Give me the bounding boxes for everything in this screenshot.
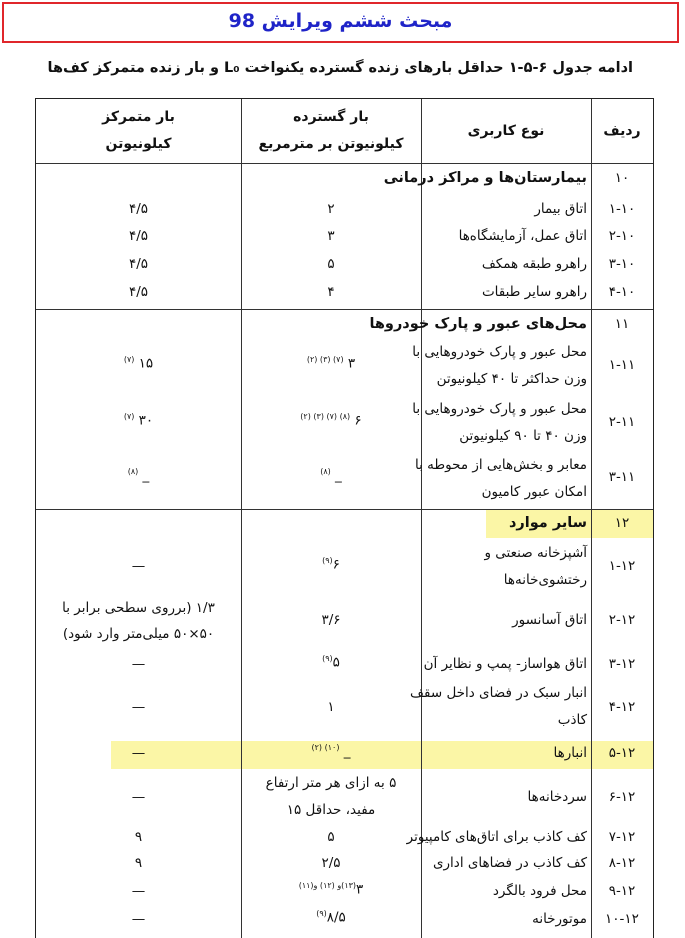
row-radif: ۱۰	[614, 170, 630, 186]
row-radif: ۴-۱۰	[608, 284, 636, 300]
col-header-gostarde-unit: کیلونیوتن بر مترمربع	[258, 136, 404, 152]
row-usage-line1: محل عبور و پارک خودروهایی با	[412, 401, 587, 417]
row-radif: ۷-۱۲	[608, 829, 636, 845]
row-usage: اتاق عمل، آزمایشگاه‌ها	[458, 228, 587, 244]
row-distributed-load-line1: ۵ به ازای هر متر ارتفاع	[265, 775, 397, 791]
row-usage-line2: کاذب	[557, 712, 587, 728]
footnote-ref: (۱۰) (۲)	[311, 743, 340, 752]
row-radif: ۲-۱۰	[608, 228, 636, 244]
col-header-gostarde: بار گسترده	[293, 109, 369, 125]
section-divider	[36, 509, 653, 510]
row-usage: راهرو طبقه همکف	[481, 256, 587, 272]
row-distributed-load: ۲	[327, 201, 335, 217]
row-usage-line1: آشپزخانه صنعتی و	[484, 545, 587, 561]
row-radif: ۱-۱۲	[608, 558, 636, 574]
header-banner	[2, 2, 679, 43]
row-radif: ۱۲	[614, 515, 630, 531]
row-usage-line2: وزن ۴۰ تا ۹۰ کیلونیوتن	[459, 428, 587, 444]
row-radif: ۳-۱۰	[608, 256, 636, 272]
footnote-ref: (۷)	[123, 355, 135, 364]
row-usage-line1: انبار سبک در فضای داخل سقف	[410, 685, 587, 701]
load-table	[35, 98, 654, 938]
header-divider	[36, 163, 653, 164]
row-distributed-load: ۴	[327, 284, 335, 300]
row-usage-line1: محل عبور و پارک خودروهایی با	[412, 344, 587, 360]
row-concentrated-load: —	[131, 911, 146, 927]
footnote-ref: (۸) (۷) (۳) (۲)	[300, 412, 351, 421]
row-concentrated-load: —	[131, 699, 146, 715]
row-concentrated-load: —	[131, 883, 146, 899]
section-title: سایر موارد	[508, 515, 587, 531]
row-usage: راهرو سایر طبقات	[481, 284, 587, 300]
row-radif: ۵-۱۲	[608, 745, 636, 761]
table-caption: ادامه جدول ۶-۵-۱ حداقل بارهای زنده گسترده یکنواخت L₀ و بار زنده متمرکز کف‌ها	[47, 60, 633, 76]
row-radif: ۲-۱۲	[608, 612, 636, 628]
row-radif: ۴-۱۲	[608, 699, 636, 715]
row-distributed-load: ۵	[327, 256, 335, 272]
row-radif: ۱-۱۰	[608, 201, 636, 217]
row-concentrated-load: ۳۰ $^{(۷)}$	[123, 412, 154, 429]
row-usage: محل فرود بالگرد	[492, 883, 587, 899]
row-radif: ۹-۱۲	[608, 883, 636, 899]
row-distributed-load: ۵$^{(۹)}$	[322, 654, 340, 671]
row-radif: ۱۱	[614, 316, 630, 332]
row-distributed-load: ۶ $^{(۸) (۷) (۳) (۲)}$	[300, 412, 362, 429]
row-concentrated-load: ۴/۵	[128, 256, 149, 272]
footnote-ref: (۹)	[316, 909, 327, 918]
row-concentrated-load: _ $^{(۸)}$	[127, 467, 150, 484]
row-usage: اتاق آسانسور	[512, 612, 587, 628]
row-concentrated-load: —	[131, 558, 146, 574]
row-usage: اتاق هواساز- پمپ و نظایر آن	[423, 656, 587, 672]
row-concentrated-load-line1: ۱/۳ (برروی سطحی برابر با	[62, 600, 215, 616]
row-radif: ۲-۱۱	[608, 414, 636, 430]
row-distributed-load: ۳ $^{(۷) (۳) (۲)}$	[306, 355, 356, 372]
row-distributed-load: ۳	[327, 228, 335, 244]
footnote-ref: (۸)	[127, 467, 139, 476]
row-usage: کف کاذب در فضاهای اداری	[432, 855, 587, 871]
row-concentrated-load: ۱۵ $^{(۷)}$	[123, 355, 154, 372]
col-divider	[421, 99, 422, 938]
row-distributed-load: ۶$^{(۹)}$	[322, 556, 340, 573]
row-distributed-load: _ $^{(۸)}$	[320, 467, 342, 484]
row-usage: کف کاذب برای اتاق‌های کامپیوتر	[406, 829, 587, 845]
row-concentrated-load: ۹	[134, 829, 143, 845]
row-distributed-load: ۵	[327, 829, 335, 845]
row-radif: ۱۰-۱۲	[605, 911, 639, 927]
footnote-ref: (۹)	[322, 654, 333, 663]
footnote-ref: (۱۳)و (۱۲) و(۱۱)	[298, 881, 357, 890]
section-title: محل‌های عبور و پارک خودروها	[369, 316, 587, 332]
footnote-ref: (۷)	[123, 412, 135, 421]
footnote-ref: (۷) (۳) (۲)	[306, 355, 344, 364]
row-concentrated-load: —	[131, 745, 146, 761]
row-usage-line2: رختشوی‌خانه‌ها	[503, 572, 587, 588]
row-radif: ۶-۱۲	[608, 789, 636, 805]
row-radif: ۸-۱۲	[608, 855, 636, 871]
row-usage: سردخانه‌ها	[527, 789, 587, 805]
row-distributed-load: $۳^{(۱۳)و (۱۲) و(۱۱)}$	[298, 881, 364, 898]
row-concentrated-load: ۴/۵	[128, 201, 149, 217]
row-usage-line1: معابر و بخش‌هایی از محوطه با	[414, 457, 587, 473]
row-distributed-load: ۱	[327, 699, 335, 715]
row-concentrated-load-line2: ۵۰×۵۰ میلی‌متر وارد شود)	[62, 626, 215, 642]
row-distributed-load-line2: مفید، حداقل ۱۵	[286, 802, 376, 818]
row-concentrated-load: ۴/۵	[128, 284, 149, 300]
row-concentrated-load: —	[131, 656, 146, 672]
row-distributed-load: ۲/۵	[321, 855, 341, 871]
col-header-noe: نوع کاربری	[467, 123, 545, 139]
row-distributed-load: _ $^{(۱۰) (۲)}$	[311, 743, 351, 760]
row-concentrated-load: ۴/۵	[128, 228, 149, 244]
section-divider	[36, 309, 653, 310]
row-distributed-load: ۳/۶	[321, 612, 341, 628]
header-title: مبحث ششم ویرایش 98	[228, 10, 453, 32]
row-usage-line2: امکان عبور کامیون	[481, 484, 587, 500]
row-radif: ۳-۱۲	[608, 656, 636, 672]
row-usage: موتورخانه	[532, 911, 587, 927]
footnote-ref: (۹)	[322, 556, 333, 565]
col-header-motamarkez: بار متمرکز	[102, 109, 175, 125]
row-usage: انبارها	[553, 745, 587, 761]
col-header-radif: ردیف	[603, 123, 641, 139]
footnote-ref: (۸)	[320, 467, 331, 476]
row-concentrated-load: ۹	[134, 855, 143, 871]
row-distributed-load: ۸/۵$^{(۹)}$	[316, 909, 346, 926]
row-radif: ۳-۱۱	[608, 469, 636, 485]
row-usage: اتاق بیمار	[534, 201, 587, 217]
row-usage-line2: وزن حداکثر تا ۴۰ کیلونیوتن	[436, 371, 587, 387]
row-concentrated-load: —	[131, 789, 146, 805]
row-radif: ۱-۱۱	[608, 357, 636, 373]
col-header-motamarkez-unit: کیلونیوتن	[105, 136, 172, 152]
section-title: بیمارستان‌ها و مراکز درمانی	[383, 170, 587, 186]
